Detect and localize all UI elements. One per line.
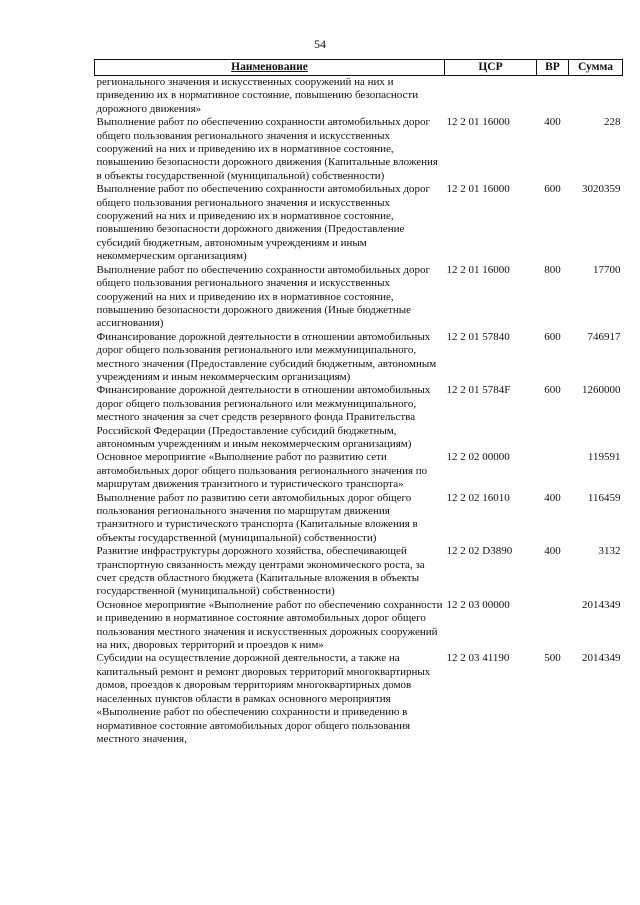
cell-sum: 2014349 [582, 652, 621, 665]
cell-vr: 400 [544, 545, 561, 558]
cell-name: Финансирование дорожной деятельности в отношении автомобильных дорог общего пользования регионального или межмуниципального, местного значения за счет средств резервного фонда Правительства Российской Федерации (Предоставление субсидий бюджетным, автономным учреждениям и иным некоммерческим организациям) [96, 384, 431, 450]
cell-sum: 1260000 [582, 384, 621, 397]
cell-name: Финансирование дорожной деятельности в отношении автомобильных дорог общего пользования регионального или межмуниципального, местного значения (Предоставление субсидий бюджетным, автономным учреждениям и иным некоммерческим организациям) [96, 330, 437, 383]
cell-sum: 2014349 [582, 598, 621, 611]
cell-csr [445, 76, 537, 117]
cell-sum: 119591 [587, 451, 621, 464]
cell-vr: 600 [544, 384, 561, 397]
table-row [95, 652, 623, 746]
cell-name: регионального значения и искусственных сооружений на них и приведению их в нормативное состояние, повышению безопасности дорожного движения» [96, 76, 419, 115]
cell-csr: 12 2 02 00000 [446, 451, 510, 464]
cell-csr: 12 2 01 16000 [446, 116, 510, 129]
cell-csr: 12 2 02 16010 [446, 491, 510, 504]
cell-name: Выполнение работ по обеспечению сохранности автомобильных дорог общего пользования регионального значения и искусственных сооружений на них и приведению их в нормативное состояние, повышению безопасности дорожного движения (Предоставление субсидий бюджетным, автономным учреждениям и иным некоммерческим организациям) [96, 183, 431, 263]
cell-vr: 600 [544, 183, 561, 196]
cell-name: Основное мероприятие «Выполнение работ по развитию сети автомобильных дорог общего пользования регионального значения по маршрутам движения транзитного и туристического транспорта» [96, 451, 428, 491]
cell-name: Выполнение работ по развитию сети автомобильных дорог общего пользования регионального значения по маршрутам движения транзитного и туристического транспорта (Капитальные вложения в объекты государственной (муниципальной) собственности) [96, 491, 418, 544]
cell-vr [537, 451, 569, 491]
cell-sum: 17700 [593, 263, 621, 276]
table-row [95, 76, 623, 117]
cell-csr: 12 2 03 41190 [446, 652, 510, 665]
table-row [95, 331, 623, 385]
table-row [95, 599, 623, 653]
cell-vr [537, 76, 569, 117]
cell-vr [537, 599, 569, 653]
header-row [95, 60, 623, 76]
cell-name: Выполнение работ по обеспечению сохранности автомобильных дорог общего пользования регионального значения и искусственных сооружений на них и приведению их в нормативное состояние, повышению безопасности дорожного движения (Иные бюджетные ассигнования) [96, 263, 431, 330]
table-row [95, 492, 623, 546]
cell-name: Субсидии на осуществление дорожной деятельности, а также на капитальный ремонт и ремонт дворовых территорий многоквартирных домов, проездов к дворовым территориям многоквартирных домов населенных пунктов области в рамках основного мероприятия «Выполнение работ по обеспечению сохранности и приведению в нормативное состояние автомобильных дорог общего пользования местного значения, [96, 652, 431, 745]
cell-name: Основное мероприятие «Выполнение работ по обеспечению сохранности и приведению в нормативное состояние автомобильных дорог общего пользования местного значения и искусственных дорожных сооружений на них, дворовых территорий и проездов к ним» [96, 598, 443, 652]
budget-table [94, 59, 623, 746]
cell-vr: 400 [544, 491, 561, 504]
table-row [95, 264, 623, 331]
cell-vr: 400 [544, 116, 561, 129]
cell-sum: 746917 [587, 330, 621, 343]
table-row [95, 116, 623, 183]
cell-csr: 12 2 01 57840 [446, 330, 510, 343]
cell-sum: 116459 [587, 491, 621, 504]
cell-sum: 228 [604, 116, 621, 129]
cell-sum [569, 76, 623, 117]
cell-sum: 3132 [598, 545, 621, 558]
table-row [95, 183, 623, 263]
table-row [95, 451, 623, 491]
table-header [95, 60, 623, 76]
cell-csr: 12 2 01 16000 [446, 183, 510, 196]
page-number: 54 [314, 37, 326, 51]
cell-vr: 800 [544, 263, 561, 276]
cell-vr: 600 [544, 330, 561, 343]
table-row [95, 545, 623, 599]
cell-name: Выполнение работ по обеспечению сохранности автомобильных дорог общего пользования регионального значения и искусственных сооружений на них и приведению их в нормативное состояние, повышению безопасности дорожного движения (Капитальные вложения в объекты государственной (муниципальной) собственности) [96, 116, 438, 182]
cell-csr: 12 2 02 D3890 [446, 545, 513, 558]
table-body [95, 76, 623, 747]
header-csr: ЦСР [445, 60, 537, 76]
header-name: Наименование [95, 60, 445, 76]
cell-sum: 3020359 [582, 183, 621, 196]
cell-csr: 12 2 01 5784F [446, 384, 511, 397]
header-vr: ВР [537, 60, 569, 76]
cell-name: Развитие инфраструктуры дорожного хозяйства, обеспечивающей транспортную связанность между центрами экономического роста, за счет средств областного бюджета (Капитальные вложения в объекты государственной (муниципальной) собственности) [96, 545, 425, 598]
table-row [95, 384, 623, 451]
cell-vr: 500 [544, 652, 561, 665]
header-sum: Сумма [569, 60, 623, 76]
cell-csr: 12 2 03 00000 [446, 598, 510, 611]
cell-csr: 12 2 01 16000 [446, 263, 510, 276]
